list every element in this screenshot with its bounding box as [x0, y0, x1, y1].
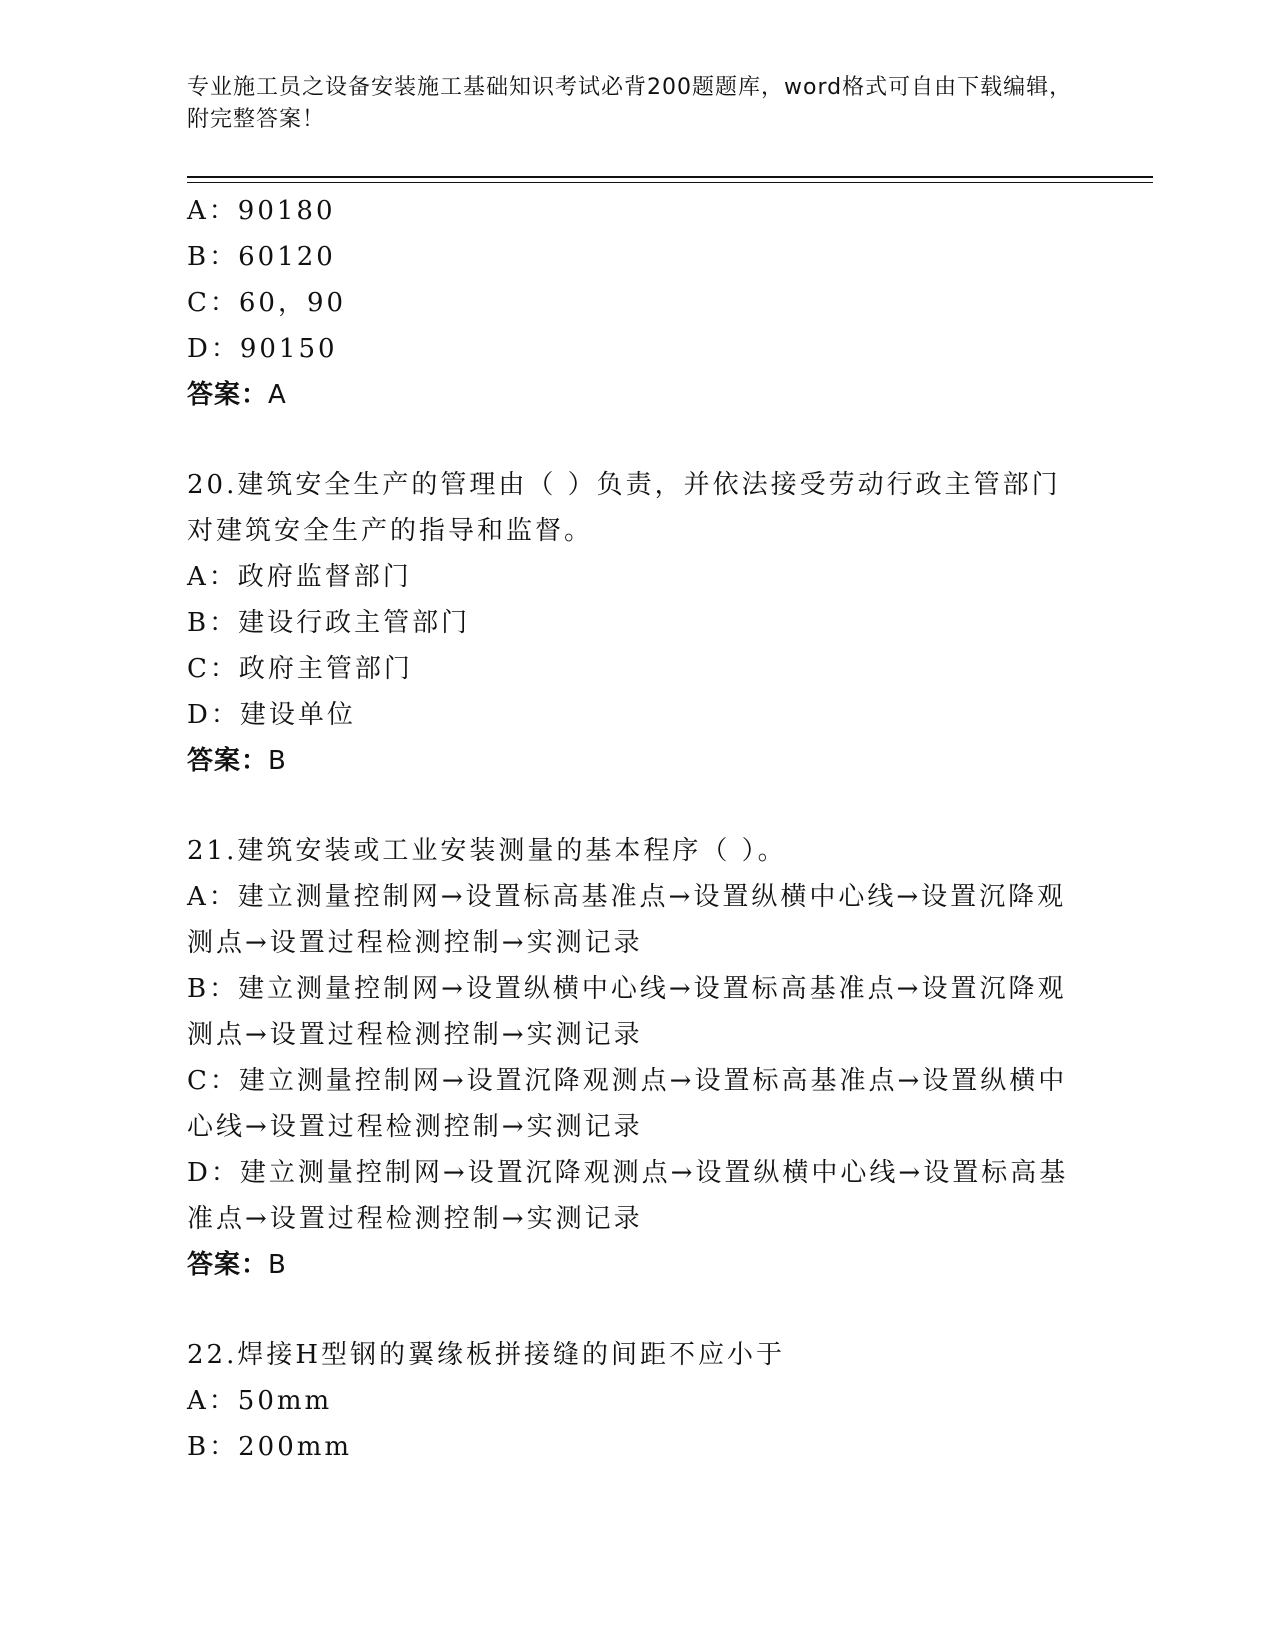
question-20 [187, 462, 1087, 784]
option-a: A：50mm [187, 1386, 333, 1416]
header-divider-thin [187, 182, 1153, 183]
option-b: B：建设行政主管部门 [187, 608, 471, 638]
option-d: D：建设单位 [187, 700, 356, 730]
header-divider-thick [187, 176, 1153, 178]
answer-line [187, 738, 1087, 784]
document-header: 专业施工员之设备安装施工基础知识考试必背200题题库，word格式可自由下载编辑，附完整答案！ [187, 75, 1073, 132]
option-c: C：建立测量控制网→设置沉降观测点→设置标高基准点→设置纵横中心线→设置过程检测控制→实测记录 [187, 1066, 1068, 1142]
answer-line [187, 1242, 1087, 1288]
answer-value: A [268, 380, 287, 410]
option-b: B：200mm [187, 1432, 353, 1462]
option-d: D：建立测量控制网→设置沉降观测点→设置纵横中心线→设置标高基准点→设置过程检测控制→实测记录 [187, 1158, 1069, 1234]
question-21 [187, 828, 1087, 1288]
answer-value: B [268, 746, 287, 776]
question-stem: 21.建筑安装或工业安装测量的基本程序（ ）。 [187, 836, 787, 866]
question-list [187, 188, 1087, 1470]
answer-line [187, 372, 1087, 418]
answer-label: 答案： [187, 1250, 269, 1280]
answer-value: B [268, 1250, 287, 1280]
question-19 [187, 188, 1087, 418]
option-a: A：90180 [187, 196, 336, 226]
option-c: C：政府主管部门 [187, 654, 413, 684]
answer-label: 答案： [187, 380, 269, 410]
option-a: A：建立测量控制网→设置标高基准点→设置纵横中心线→设置沉降观测点→设置过程检测控制→实测记录 [187, 882, 1067, 958]
question-22 [187, 1332, 1087, 1470]
option-d: D：90150 [187, 334, 338, 364]
option-c: C：60，90 [187, 288, 347, 318]
question-stem: 22.焊接H型钢的翼缘板拼接缝的间距不应小于 [187, 1340, 786, 1370]
answer-label: 答案： [187, 746, 269, 776]
option-b: B：60120 [187, 242, 336, 272]
option-a: A：政府监督部门 [187, 562, 412, 592]
option-b: B：建立测量控制网→设置纵横中心线→设置标高基准点→设置沉降观测点→设置过程检测控制→实测记录 [187, 974, 1067, 1050]
question-stem: 20.建筑安全生产的管理由（ ）负责，并依法接受劳动行政主管部门对建筑安全生产的指导和监督。 [187, 470, 1061, 546]
